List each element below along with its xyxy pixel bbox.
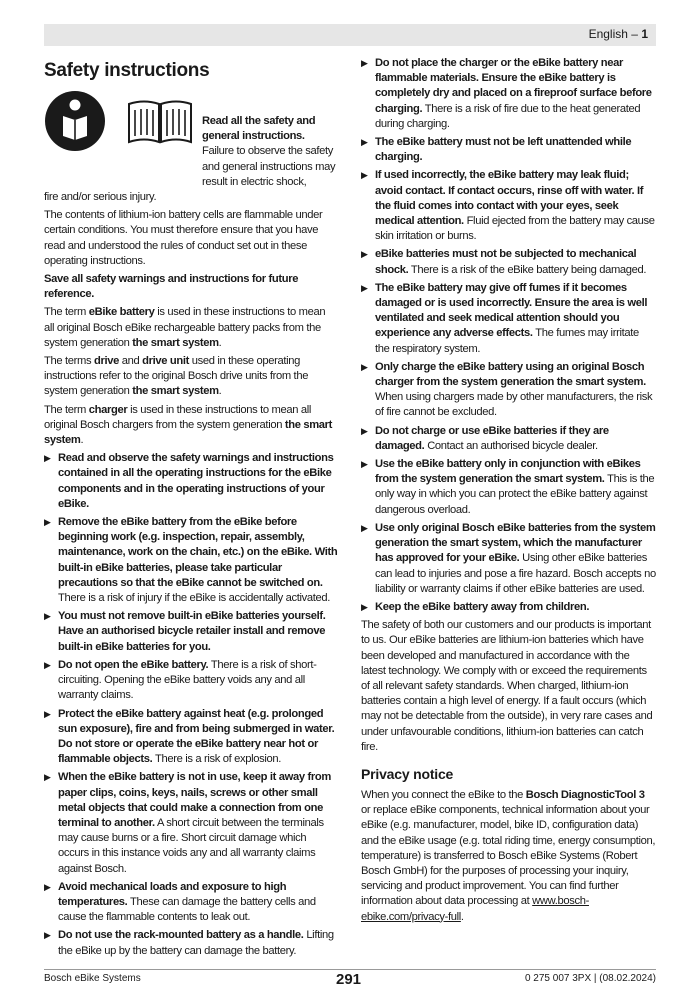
bullet-item: [44, 658, 338, 704]
bullet-arrow-icon: ▶: [361, 522, 368, 533]
header-separator: –: [631, 27, 638, 41]
bullet-text: There is a risk of fire due to the heat generated during charging.: [375, 102, 641, 130]
bullet-item: [44, 770, 338, 876]
bullet-item: [361, 457, 656, 518]
bullet-bold: If used incorrectly, the eBike battery may leak fluid; avoid contact. If contact occurs, rinse off with water. If the fluid comes into contact with your eyes, seek medical attention.: [375, 169, 644, 228]
bullet-text: This is the only way in which you can protect the eBike battery against dangerous overload.: [375, 473, 655, 516]
term-smart-system: the smart system: [44, 418, 333, 447]
paragraph-term-drive: [44, 354, 338, 400]
intro-text: [202, 114, 338, 190]
bullet-text: Fluid ejected from the battery may cause skin irritation or burns.: [375, 215, 655, 243]
bullet-bold: Only charge the eBike battery using an original Bosch charger from the system generation the smart system.: [375, 360, 646, 389]
bullet-text: There is a risk of short-circuiting. Opening the eBike battery voids any and all warranty claims.: [58, 658, 317, 702]
save-warnings-bold: Save all safety warnings and instructions for future reference.: [44, 273, 299, 301]
bullet-bold: Use the eBike battery only in conjunction with eBikes from the system generation the smart system.: [375, 458, 641, 486]
bullet-text: There is a risk of explosion.: [154, 753, 282, 766]
paragraph-closing: The safety of both our customers and our products is important to us. Our eBike batteries are lithium-ion batteries which have been developed and manufactured in accordance with the latest technology. We comply with or exceed the requirements of all relevant safety standards. When charged, lithium-ion batteries contain a high level of energy. If a fault occurs (which may not be detectable from the outside), in very rare cases and under unfavourable conditions, lithium-ion batteries can catch fire.: [361, 619, 653, 753]
footer-divider: [44, 969, 656, 970]
bullet-bold: Do not use the rack-mounted battery as a handle.: [58, 929, 304, 942]
paragraph-term-battery: [44, 305, 338, 351]
read-manual-warning-icon: [44, 90, 106, 152]
intro-block: [44, 90, 338, 190]
bullet-arrow-icon: ▶: [361, 282, 368, 293]
bullet-arrow-icon: ▶: [361, 459, 368, 470]
bullet-item: [361, 135, 656, 165]
text: .: [80, 434, 84, 447]
bullet-bold: You must not remove built-in eBike batteries yourself. Have an authorised bicycle retailer install and remove built-in eBike batteries for you.: [58, 610, 326, 653]
bullet-item: [44, 451, 338, 512]
bullet-bold: Remove the eBike battery from the eBike before beginning work (e.g. inspection, repair, assembly, maintenance, work on the chain, etc.) on the eBike. With built-in eBike batteries, please take particular precautions so that the eBike cannot be switched on.: [58, 516, 338, 589]
intro-continuation: fire and/or serious injury.: [44, 191, 157, 203]
bullet-bold: Do not charge or use eBike batteries if they are damaged.: [375, 424, 609, 452]
term-smart-system: the smart system: [132, 385, 219, 398]
bullet-arrow-icon: ▶: [361, 425, 368, 436]
bullet-bold: Avoid mechanical loads and exposure to high temperatures.: [58, 880, 287, 908]
text: and: [121, 355, 140, 368]
text: .: [218, 336, 222, 349]
term-smart-system: the smart system: [132, 336, 219, 349]
text: .: [218, 385, 222, 398]
bullet-item: [361, 360, 656, 421]
privacy-text: When you connect the eBike to the: [361, 788, 523, 801]
bullet-arrow-icon: ▶: [361, 249, 368, 260]
bullet-bold: Keep the eBike battery away from children.: [375, 600, 590, 613]
bullet-arrow-icon: ▶: [361, 361, 368, 372]
text: The term: [44, 403, 86, 416]
bullet-arrow-icon: ▶: [44, 517, 51, 528]
header-language: English: [588, 27, 628, 41]
bullet-arrow-icon: ▶: [44, 772, 51, 783]
footer-brand: Bosch eBike Systems: [44, 973, 141, 984]
paragraph-save-warnings: [44, 272, 338, 302]
bullet-text: These can damage the battery cells and cause the flammable contents to leak out.: [58, 895, 316, 924]
bullet-item: [361, 600, 656, 615]
privacy-tool-name: Bosch DiagnosticTool 3: [525, 788, 645, 801]
bullet-bold: Use only original Bosch eBike batteries from the system generation the smart system, which the manufacturer has approved for your eBike.: [375, 521, 656, 565]
term-charger: charger: [88, 403, 128, 416]
text: The terms: [44, 355, 92, 368]
right-column: [361, 56, 656, 928]
bullet-text: Contact an authorised bicycle dealer.: [427, 439, 598, 452]
text: is used in these instructions to mean all original Bosch chargers from the system generation: [44, 403, 312, 431]
bullet-text: There is a risk of injury if the eBike is accidentally activated.: [58, 592, 330, 605]
footer-doc-id: 0 275 007 3PX | (08.02.2024): [524, 973, 656, 984]
text: The term: [44, 306, 86, 319]
header-page-number: 1: [641, 27, 648, 41]
bullet-text: A short circuit between the terminals may cause burns or a fire. Short circuit damage which occurs in this instance voids any and all warranty claims against Bosch.: [58, 816, 324, 875]
bullet-text: There is a risk of the eBike battery being damaged.: [410, 263, 647, 276]
text: used in these operating instructions refer to the original Bosch drive units from the system generation: [44, 355, 309, 398]
bullet-arrow-icon: ▶: [44, 659, 51, 670]
bullet-item: [44, 880, 338, 926]
book-icon: [126, 96, 194, 146]
privacy-text: or replace eBike components, technical information about your eBike (e.g. manufacturer, model, bike ID, configuration data) and the eBike usage (e.g. total riding time, energy consumption, temperature) is transferred to Bosch eBike Systems (Robert Bosch GmbH) for the purposes of processing your inquiry, servicing and product improvement. You can find further information about data processing at: [361, 804, 656, 908]
text: is used in these instructions to mean all original Bosch eBike rechargeable battery packs from the system generation: [44, 306, 326, 349]
term-drive-unit: drive unit: [142, 355, 189, 368]
paragraph-term-charger: [44, 403, 338, 449]
bullet-item: [361, 521, 656, 597]
bullet-item: [361, 424, 656, 454]
bullet-arrow-icon: ▶: [44, 611, 51, 622]
privacy-heading: Privacy notice: [361, 765, 454, 782]
bullet-arrow-icon: ▶: [361, 137, 368, 148]
bullet-text: The fumes may irritate the respiratory system.: [375, 327, 639, 355]
bullet-bold: When the eBike battery is not in use, keep it away from paper clips, coins, keys, nails, screws or other small metal objects that could make a connection from one terminal to another.: [58, 771, 331, 829]
bullet-item: [44, 609, 338, 655]
bullet-text: When using chargers made by other manufacturers, the risk of fire cannot be excluded.: [375, 391, 653, 419]
bullet-bold: The eBike battery must not be left unattended while charging.: [375, 136, 632, 164]
bullet-item: [361, 56, 656, 132]
bullet-arrow-icon: ▶: [44, 930, 51, 941]
bullet-item: [44, 707, 338, 768]
bullet-item: [44, 515, 338, 606]
bullet-bold: Do not open the eBike battery.: [58, 658, 209, 671]
bullet-bold: Protect the eBike battery against heat (e.g. prolonged sun exposure), fire and from being submerged in water. Do not store or operate the eBike battery near hot or flammable objects.: [58, 707, 335, 766]
footer-page-number: 291: [336, 971, 362, 988]
bullet-arrow-icon: ▶: [361, 170, 368, 181]
privacy-paragraph: [361, 788, 656, 925]
bullet-arrow-icon: ▶: [361, 58, 368, 68]
left-column: [44, 60, 338, 962]
header-page-label: [589, 27, 648, 41]
bullet-arrow-icon: ▶: [44, 708, 51, 719]
bullet-item: [361, 168, 656, 244]
page-title: Safety instructions: [44, 60, 210, 81]
bullet-arrow-icon: ▶: [361, 601, 368, 612]
bullet-item: [44, 928, 338, 958]
bullet-arrow-icon: ▶: [44, 453, 51, 464]
term-drive: drive: [93, 355, 119, 368]
privacy-text: .: [460, 910, 464, 923]
bullet-bold: Do not place the charger or the eBike battery near flammable materials. Ensure the eBike battery is completely dry and placed on a fireproof surface before charging.: [375, 57, 652, 115]
bullet-text: Using other eBike batteries can lead to injuries and pose a fire hazard. Bosch accepts no liability or warranty claims if other eBike batteries are used.: [375, 552, 656, 595]
bullet-text: Lifting the eBike up by the battery can damage the battery.: [58, 929, 334, 957]
intro-rest: Failure to observe the safety and general instructions may result in electric shock,: [202, 145, 336, 188]
term-ebike-battery: eBike battery: [88, 306, 155, 319]
paragraph-flammable: The contents of lithium-ion battery cells are flammable under certain conditions. You must therefore ensure that you have read and understood the rules of conduct set out in these operating instructions.: [44, 209, 323, 267]
header-band: [44, 24, 656, 46]
privacy-link[interactable]: www.bosch-ebike.com/privacy-full: [361, 895, 589, 923]
intro-bold: Read all the safety and general instructions.: [202, 115, 316, 143]
bullet-bold: The eBike battery may give off fumes if it becomes damaged or is used incorrectly. Ensure the area is well ventilated and seek medical attention should you experience any adverse effects.: [375, 281, 648, 340]
bullet-bold: eBike batteries must not be subjected to mechanical shock.: [375, 248, 637, 276]
bullet-item: [361, 247, 656, 277]
bullet-item: [361, 281, 656, 357]
bullet-bold: Read and observe the safety warnings and instructions contained in all the operating instructions for the eBike components and in the operating instructions of your eBike.: [58, 452, 334, 510]
bullet-arrow-icon: ▶: [44, 881, 51, 892]
